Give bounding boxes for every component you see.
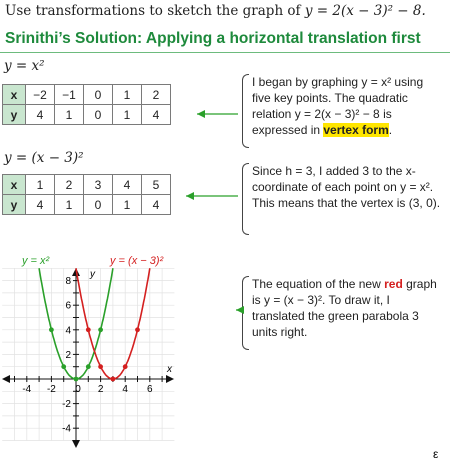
page-marker: ε <box>433 447 439 461</box>
key-point-red <box>111 377 116 382</box>
table-y-header: y <box>3 195 26 215</box>
red-word: red <box>384 277 403 291</box>
table-cell: 1 <box>113 195 142 215</box>
table-cell: 2 <box>55 175 84 195</box>
key-point-green <box>86 364 91 369</box>
y-axis-label: y <box>90 269 95 280</box>
curve-label-green: y = x² <box>22 255 50 267</box>
pointer-head <box>186 192 194 200</box>
y-tick-label: 2 <box>65 349 71 361</box>
key-point-green <box>98 327 103 332</box>
x-tick-label: -4 <box>22 384 32 395</box>
x-tick-label: 0 <box>75 384 81 395</box>
table-cell: 4 <box>142 195 171 215</box>
key-point-red <box>123 364 128 369</box>
problem-text: Use transformations to sketch the graph of <box>5 3 305 19</box>
table-cell: 4 <box>26 195 55 215</box>
x-tick-label: 4 <box>122 384 128 395</box>
table-cell: −1 <box>55 85 84 105</box>
note-3: The equation of the new red graph is y = (x − 3)². To draw it, I translated the green parabola 3 units right. <box>252 277 437 339</box>
key-point-red <box>86 327 91 332</box>
y-tick-label: -4 <box>62 423 71 435</box>
pointer-head <box>197 110 205 118</box>
y-tick-label: 4 <box>65 325 71 337</box>
table-y-header: y <box>3 105 26 125</box>
y-tick-label: -2 <box>62 399 71 411</box>
table-cell: 1 <box>113 85 142 105</box>
y-tick-label: 8 <box>65 276 71 288</box>
table-cell: 1 <box>55 195 84 215</box>
solution-heading: Srinithi’s Solution: Applying a horizontal translation first <box>5 30 421 47</box>
equation-parent: y = x² <box>4 58 45 74</box>
table-cell: −2 <box>26 85 55 105</box>
table-cell: 2 <box>142 85 171 105</box>
table-cell: 1 <box>113 105 142 125</box>
key-point-red <box>98 364 103 369</box>
key-point-green <box>49 327 54 332</box>
curve-label-red: y = (x − 3)² <box>110 255 164 267</box>
key-point-green <box>61 364 66 369</box>
table-cell: 1 <box>55 105 84 125</box>
vertex-form-highlight: vertex form <box>323 123 389 137</box>
table-cell: 4 <box>26 105 55 125</box>
table-x-header: x <box>3 175 26 195</box>
problem-equation: y = 2(x − 3)² − 8. <box>304 3 426 19</box>
table-cell: 4 <box>142 105 171 125</box>
table-cell: 3 <box>84 175 113 195</box>
table-cell: 0 <box>84 105 113 125</box>
x-tick-label: 6 <box>147 384 153 395</box>
tick-labels <box>22 276 153 435</box>
y-tick-label: 6 <box>65 300 71 312</box>
graph-grid <box>2 268 174 440</box>
table-cell: 4 <box>113 175 142 195</box>
x-axis-label: x <box>167 364 172 375</box>
table-cell: 1 <box>26 175 55 195</box>
note-1: I began by graphing y = x² using five key points. The quadratic relation y = 2(x − 3)² − 8 is expressed in vertex form. <box>252 75 424 137</box>
key-point-green <box>74 377 79 382</box>
table-cell: 0 <box>84 195 113 215</box>
table-cell: 0 <box>84 85 113 105</box>
x-tick-label: -2 <box>46 384 56 395</box>
key-point-red <box>135 327 140 332</box>
pointer-arrows <box>186 110 244 314</box>
equation-translated: y = (x − 3)² <box>4 150 84 166</box>
note-2: Since h = 3, I added 3 to the x-coordinate of each point on y = x². This means that the vertex is (3, 0). <box>252 164 441 210</box>
x-tick-label: 2 <box>97 384 104 395</box>
table-x-header: x <box>3 85 26 105</box>
pointer-head <box>236 306 244 314</box>
table-cell: 5 <box>142 175 171 195</box>
